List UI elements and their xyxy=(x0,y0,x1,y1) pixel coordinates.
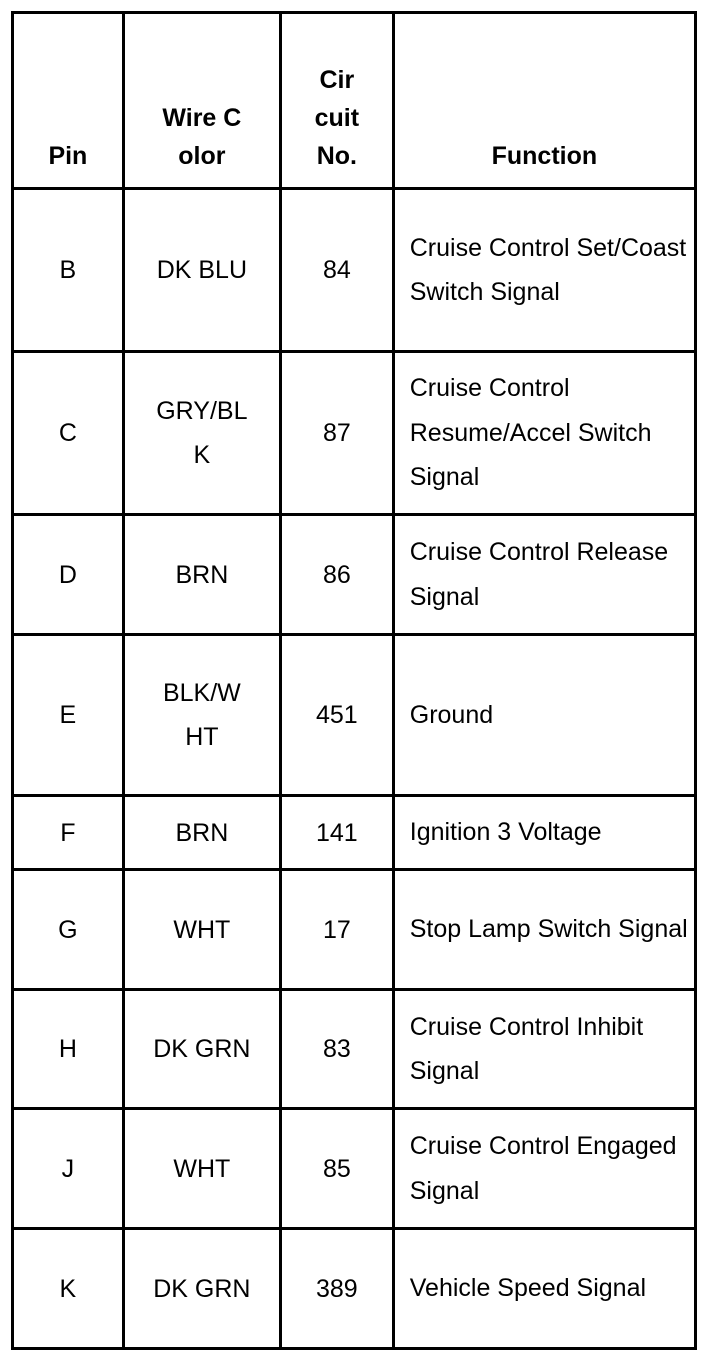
function-cell: Ignition 3 Voltage xyxy=(393,796,695,870)
wire-color-cell: BRN xyxy=(123,796,280,870)
wire-color-label: GRY/BLK xyxy=(156,397,248,469)
table-row xyxy=(13,515,696,635)
pin-cell: E xyxy=(13,635,124,796)
circuit-cell: 141 xyxy=(280,796,393,870)
wire-color-cell: BRN xyxy=(123,515,280,635)
wire-color-cell: WHT xyxy=(123,1109,280,1229)
connector-pin-table xyxy=(11,11,697,1350)
circuit-cell: 17 xyxy=(280,870,393,990)
header-circuit-no-line3: No. xyxy=(316,142,357,170)
table-row xyxy=(13,189,696,352)
table-row xyxy=(13,870,696,990)
function-cell: Cruise Control Resume/Accel Switch Signal xyxy=(393,352,695,515)
function-cell: Cruise Control Release Signal xyxy=(393,515,695,635)
wire-color-cell: DK BLU xyxy=(123,189,280,352)
circuit-cell: 451 xyxy=(280,635,393,796)
pin-cell: F xyxy=(13,796,124,870)
header-circuit-no xyxy=(280,13,393,189)
circuit-cell: 389 xyxy=(280,1229,393,1349)
wire-color-cell: DK GRN xyxy=(123,990,280,1109)
header-pin: Pin xyxy=(13,13,124,189)
function-cell: Cruise Control Inhibit Signal xyxy=(393,990,695,1109)
pin-cell: D xyxy=(13,515,124,635)
function-cell: Cruise Control Set/Coast Switch Signal xyxy=(393,189,695,352)
pin-cell: C xyxy=(13,352,124,515)
circuit-cell: 86 xyxy=(280,515,393,635)
function-cell: Vehicle Speed Signal xyxy=(393,1229,695,1349)
function-cell: Cruise Control Engaged Signal xyxy=(393,1109,695,1229)
function-cell: Ground xyxy=(393,635,695,796)
table-row xyxy=(13,796,696,870)
table-row xyxy=(13,1109,696,1229)
circuit-cell: 84 xyxy=(280,189,393,352)
pin-cell: G xyxy=(13,870,124,990)
header-wire-color xyxy=(123,13,280,189)
table-row xyxy=(13,635,696,796)
pin-cell: B xyxy=(13,189,124,352)
function-cell: Stop Lamp Switch Signal xyxy=(393,870,695,990)
table-row xyxy=(13,1229,696,1349)
header-circuit-no-line2: cuit xyxy=(314,104,360,132)
wire-color-label: BLK/WHT xyxy=(162,679,241,751)
wire-color-cell: WHT xyxy=(123,870,280,990)
pin-cell: J xyxy=(13,1109,124,1229)
circuit-cell: 85 xyxy=(280,1109,393,1229)
table-row xyxy=(13,990,696,1109)
wire-color-cell xyxy=(123,352,280,515)
header-circuit-no-line1: Cir xyxy=(319,66,355,94)
circuit-cell: 87 xyxy=(280,352,393,515)
pin-cell: K xyxy=(13,1229,124,1349)
wire-color-cell xyxy=(123,635,280,796)
wire-color-cell: DK GRN xyxy=(123,1229,280,1349)
header-wire-color-label: Wire Color xyxy=(162,104,242,170)
table-header-row xyxy=(13,13,696,189)
header-function: Function xyxy=(393,13,695,189)
circuit-cell: 83 xyxy=(280,990,393,1109)
table-row xyxy=(13,352,696,515)
pin-cell: H xyxy=(13,990,124,1109)
